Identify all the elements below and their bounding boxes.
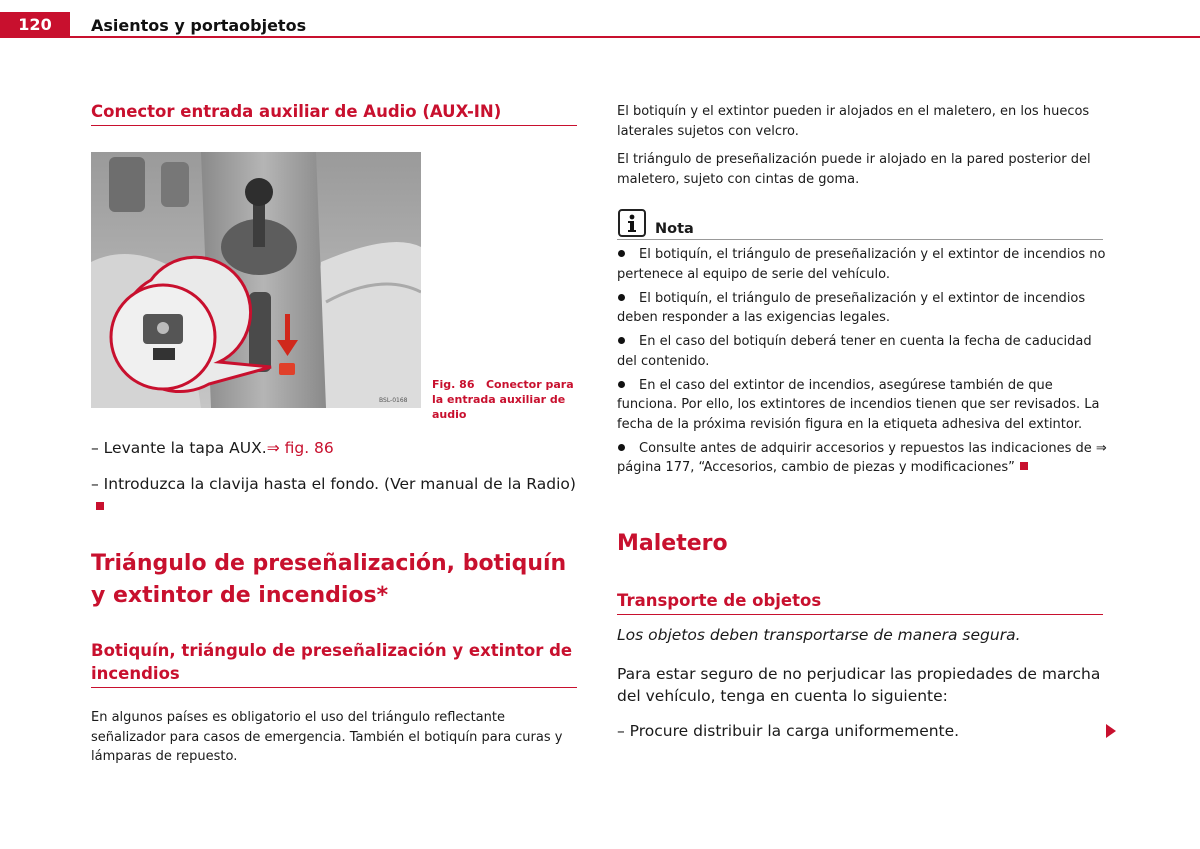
list-item [617, 439, 1107, 478]
list-item: En el caso del extintor de incendios, asegúrese también de que funciona. Por ello, los extintores de incendios tienen que ser revisados. La fecha de la próxima revisión figura en la etiqueta adhesiva del extintor. [617, 376, 1107, 435]
figure-aux-connector [91, 152, 421, 408]
figure-label: BSL-0168 [379, 397, 408, 404]
step-distribute-load: – Procure distribuir la carga uniformemente. [617, 722, 960, 740]
transport-heading: Transporte de objetos [617, 589, 1103, 615]
aux-heading: Conector entrada auxiliar de Audio (AUX-IN) [91, 100, 577, 126]
list-item: El botiquín, el triángulo de preseñalización y el extintor de incendios deben responder a las exigencias legales. [617, 289, 1107, 328]
info-icon [618, 209, 646, 237]
note-title: Nota [655, 221, 694, 237]
header-rule [70, 36, 1200, 38]
step-insert-plug [91, 473, 577, 517]
page-header [0, 0, 1200, 40]
figure-reference-link[interactable]: ⇒ fig. 86 [266, 439, 334, 457]
triangle-kit-heading: Triángulo de preseñalización, botiquín y extintor de incendios* [91, 551, 567, 608]
figure-caption-number: Fig. 86 [432, 378, 475, 391]
kit-location-paragraph: El botiquín y el extintor pueden ir alojados en el maletero, en los huecos laterales sujetos con velcro. [617, 104, 1090, 139]
figure-caption-text: Conector para la entrada auxiliar de audio [432, 378, 574, 421]
step-insert-plug-text: – Introduzca la clavija hasta el fondo. (Ver manual de la Radio) [91, 475, 576, 493]
car-console-illustration [91, 152, 421, 408]
page-number: 120 [0, 12, 70, 38]
figure-caption [432, 377, 582, 422]
list-item: En el caso del botiquín deberá tener en cuenta la fecha de caducidad del contenido. [617, 332, 1107, 371]
note-rule [617, 239, 1103, 240]
section-title: Asientos y portaobjetos [91, 16, 307, 35]
transport-paragraph: Para estar seguro de no perjudicar las propiedades de marcha del vehículo, tenga en cuenta lo siguiente: [617, 665, 1101, 705]
note-list [617, 245, 1107, 482]
step-lift-cover-text: – Levante la tapa AUX. [91, 439, 267, 457]
end-of-section-icon [96, 502, 104, 510]
maletero-heading: Maletero [617, 531, 728, 556]
transport-lead: Los objetos deben transportarse de manera segura. [617, 626, 1021, 644]
list-item-text: Consulte antes de adquirir accesorios y repuestos las indicaciones de ⇒ página 177, “Accesorios, cambio de piezas y modificaciones” [617, 440, 1107, 475]
step-lift-cover [91, 437, 577, 459]
first-aid-paragraph: En algunos países es obligatorio el uso del triángulo reflectante señalizador para casos de emergencia. También el botiquín para curas y lámparas de repuesto. [91, 710, 563, 764]
list-item: El botiquín, el triángulo de preseñalización y el extintor de incendios no pertenece al equipo de serie del vehículo. [617, 245, 1107, 284]
next-page-arrow-icon [1106, 724, 1116, 738]
triangle-location-paragraph: El triángulo de preseñalización puede ir alojado en la pared posterior del maletero, sujeto con cintas de goma. [617, 152, 1091, 187]
first-aid-subheading: Botiquín, triángulo de preseñalización y extintor de incendios [91, 639, 577, 688]
end-of-section-icon [1020, 462, 1028, 470]
